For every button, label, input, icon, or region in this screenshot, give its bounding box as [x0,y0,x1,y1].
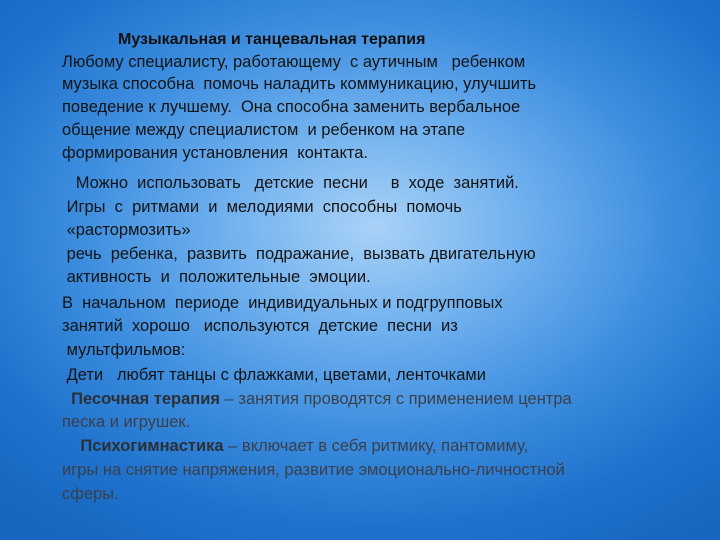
text-line: песка и игрушек. [62,413,191,431]
text-line: мультфильмов: [62,341,186,359]
sand-therapy-text: – занятия проводятся с применением центра [220,390,572,408]
text-line: активность и положительные эмоции. [62,268,371,286]
text-line: поведение к лучшему. Она способна заменить вербальное [62,98,521,116]
sand-therapy-line [62,388,572,410]
slide-title: Музыкальная и танцевальная терапия [118,31,426,48]
text-line: игры на снятие напряжения, развитие эмоционально-личностной [62,461,565,479]
text-line: сферы. [62,485,119,503]
text-line: занятий хорошо используются детские песни из [62,317,458,335]
sand-therapy-term: Песочная терапия [71,390,221,408]
text-line: Дети любят танцы с флажками, цветами, ленточками [62,366,486,384]
text-line: формирования установления контакта. [62,144,368,162]
text-line: Любому специалисту, работающему с аутичным ребенком [62,53,526,71]
psycho-gymnastics-text: – включает в себя ритмику, пантомиму, [223,437,529,455]
text-line: Игры с ритмами и мелодиями способны помочь [62,198,462,216]
text-line: В начальном периоде индивидуальных и подгрупповых [62,294,503,312]
text-line: Можно использовать детские песни в ходе занятий. [62,174,519,192]
text-line: музыка способна помочь наладить коммуникацию, улучшить [62,75,537,93]
psycho-gymnastics-line [62,435,528,457]
text-line: «растормозить» [62,221,191,239]
psycho-gymnastics-term: Психогимнастика [80,437,224,455]
text-line: общение между специалистом и ребенком на этапе [62,121,466,139]
text-line: речь ребенка, развить подражание, вызвать двигательную [62,245,536,263]
